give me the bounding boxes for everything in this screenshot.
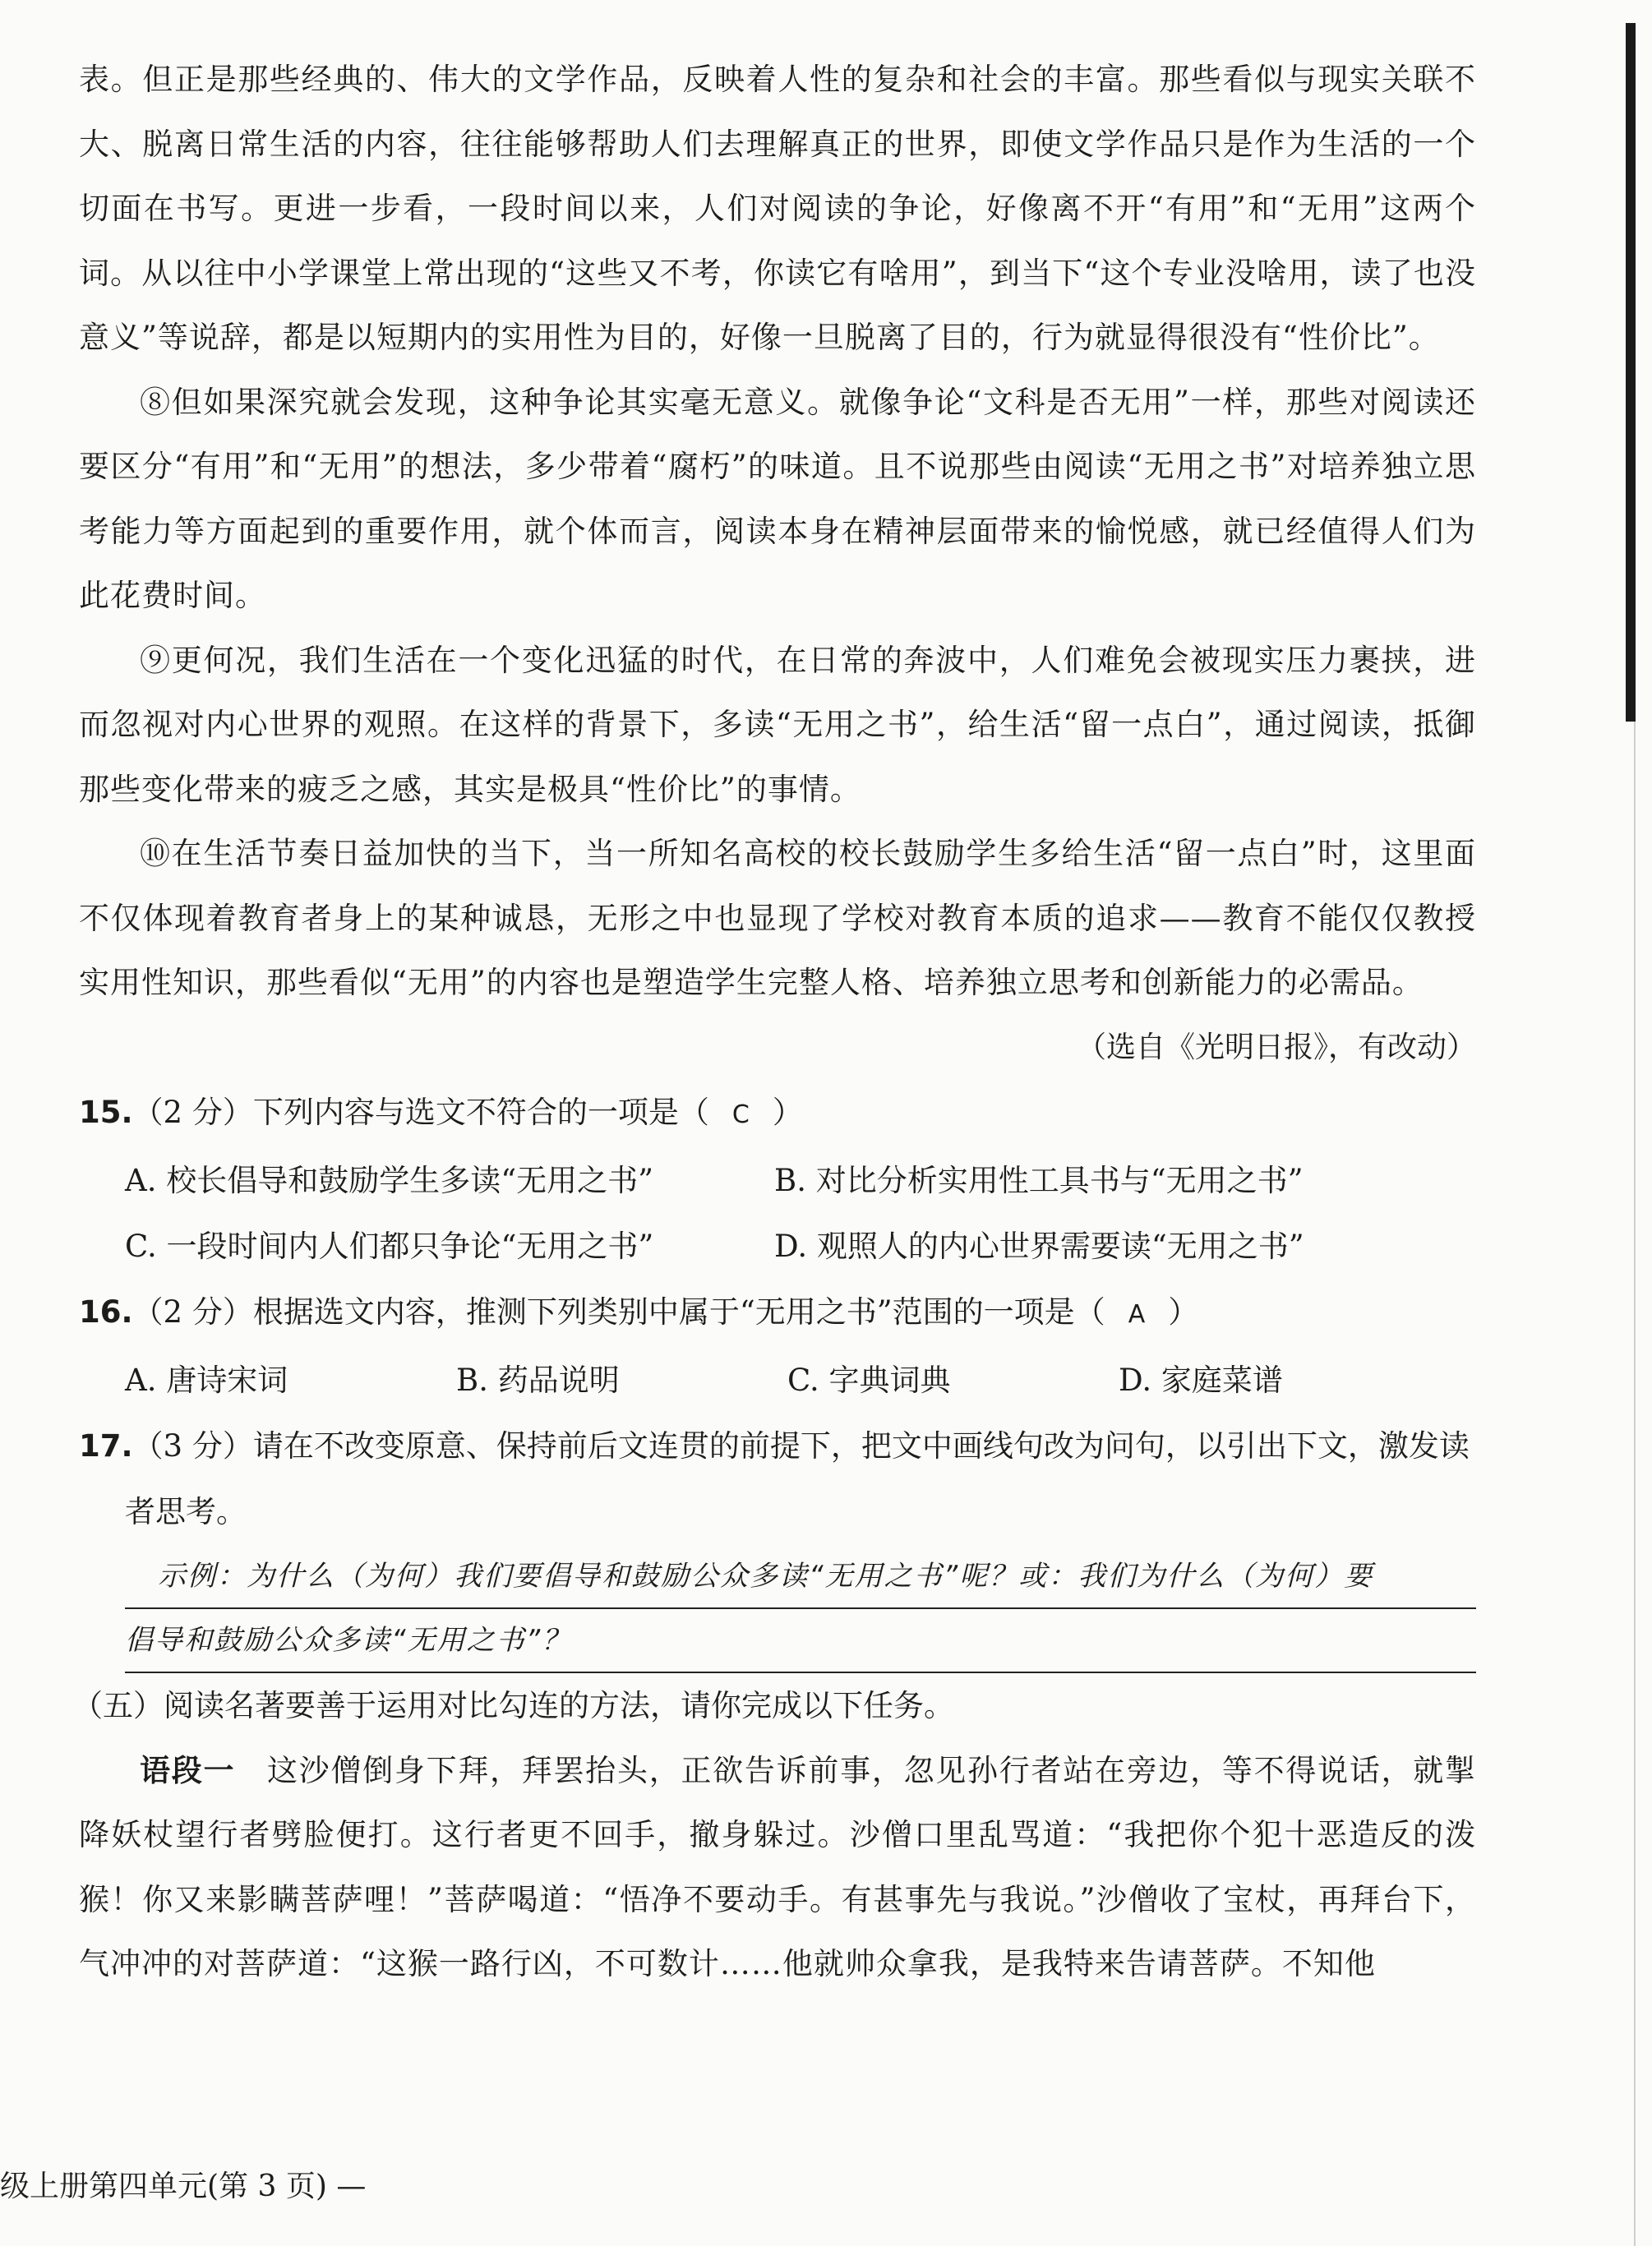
page-content — [72, 48, 1477, 1997]
question-15-option-a: A. 校长倡导和鼓励学生多读“无用之书” — [125, 1162, 654, 1198]
question-16-option-d: D. 家庭菜谱 — [1119, 1362, 1283, 1398]
passage-source: （选自《光明日报》，有改动） — [1076, 1030, 1476, 1064]
question-15-option-d: D. 观照人的内心世界需要读“无用之书” — [774, 1228, 1304, 1264]
question-16-stem: （2 分）根据选文内容，推测下列类别中属于“无用之书”范围的一项是（ — [132, 1294, 1105, 1330]
question-15-answer: C — [731, 1100, 750, 1129]
page-footer: 级上册第四单元(第 3 页) — — [0, 2170, 367, 2203]
page-edge-line — [1634, 722, 1636, 2246]
excerpt-text: 这沙僧倒身下拜，拜罢抬头，正欲告诉前事，忽见孙行者站在旁边，等不得说话，就掣降妖杖望行者劈脸便打。这行者更不回手，撤身躲过。沙僧口里乱骂道：“我把你个犯十恶造反的泼猴！你又来影瞒菩萨哩！”菩萨喝道：“悟净不要动手。有甚事先与我说。”沙僧收了宝杖，再拜台下，气冲冲的对菩萨道：“这猴一路行凶，不可数计……他就帅众拿我，是我特来告请菩萨。不知他 — [79, 1752, 1477, 1981]
question-15-options-row-1 — [79, 1148, 1476, 1214]
question-17-answer-line-2: 倡导和鼓励公众多读“无用之书”？ — [125, 1609, 1476, 1673]
section-5-title: （五）阅读名著要善于运用对比勾连的方法，请你完成以下任务。 — [72, 1687, 954, 1723]
question-17-stem-continued: 者思考。 — [125, 1493, 247, 1529]
section-5-excerpt-1 — [79, 1739, 1476, 1997]
question-15-stem: （2 分）下列内容与选文不符合的一项是（ — [132, 1094, 709, 1130]
passage-paragraph-10: ⑩在生活节奏日益加快的当下，当一所知名高校的校长鼓励学生多给生活“留一点白”时，这里面不仅体现着教育者身上的某种诚恳，无形之中也显现了学校对教育本质的追求——教育不能仅仅教授实用性知识，那些看似“无用”的内容也是塑造学生完整人格、培养独立思考和创新能力的必需品。 — [79, 836, 1476, 1000]
question-16-stem-end: ） — [1168, 1294, 1199, 1330]
question-15-options-row-2 — [79, 1214, 1476, 1280]
question-17-answer-line-1: 示例：为什么（为何）我们要倡导和鼓励公众多读“无用之书”呢？或：我们为什么（为何）要 — [125, 1545, 1476, 1609]
question-16-option-c: C. 字典词典 — [787, 1362, 951, 1398]
question-15 — [79, 1080, 1476, 1148]
question-16-option-a: A. 唐诗宋词 — [125, 1362, 288, 1398]
question-17-stem: （3 分）请在不改变原意、保持前后文连贯的前提下，把文中画线句改为问句，以引出下文，激发读 — [132, 1427, 1470, 1464]
question-16-answer: A — [1128, 1299, 1146, 1329]
question-15-option-b: B. 对比分析实用性工具书与“无用之书” — [774, 1162, 1304, 1198]
passage-paragraph-continued: 表。但正是那些经典的、伟大的文学作品，反映着人性的复杂和社会的丰富。那些看似与现实关联不大、脱离日常生活的内容，往往能够帮助人们去理解真正的世界，即使文学作品只是作为生活的一个切面在书写。更进一步看，一段时间以来，人们对阅读的争论，好像离不开“有用”和“无用”这两个词。从以往中小学课堂上常出现的“这些又不考，你读它有啥用”，到当下“这个专业没啥用，读了也没意义”等说辞，都是以短期内的实用性为目的，好像一旦脱离了目的，行为就显得很没有“性价比”。 — [79, 62, 1476, 355]
page-edge-bar — [1626, 23, 1636, 722]
question-15-number: 15. — [79, 1094, 133, 1130]
question-16-number: 16. — [79, 1294, 133, 1330]
question-17-number: 17. — [79, 1427, 133, 1464]
question-15-stem-end: ） — [772, 1094, 803, 1130]
question-15-option-c: C. 一段时间内人们都只争论“无用之书” — [125, 1228, 654, 1264]
question-16-options — [79, 1348, 1476, 1414]
question-17 — [79, 1414, 1476, 1479]
question-16-option-b: B. 药品说明 — [456, 1362, 620, 1398]
passage-paragraph-8: ⑧但如果深究就会发现，这种争论其实毫无意义。就像争论“文科是否无用”一样，那些对阅读还要区分“有用”和“无用”的想法，多少带着“腐朽”的味道。且不说那些由阅读“无用之书”对培养独立思考能力等方面起到的重要作用，就个体而言，阅读本身在精神层面带来的愉悦感，就已经值得人们为此花费时间。 — [79, 384, 1476, 613]
question-16 — [79, 1280, 1476, 1348]
passage-paragraph-9: ⑨更何况，我们生活在一个变化迅猛的时代，在日常的奔波中，人们难免会被现实压力裹挟，进而忽视对内心世界的观照。在这样的背景下，多读“无用之书”，给生活“留一点白”，通过阅读，抵御那些变化带来的疲乏之感，其实是极具“性价比”的事情。 — [79, 642, 1476, 807]
excerpt-label: 语段一 — [140, 1752, 236, 1788]
